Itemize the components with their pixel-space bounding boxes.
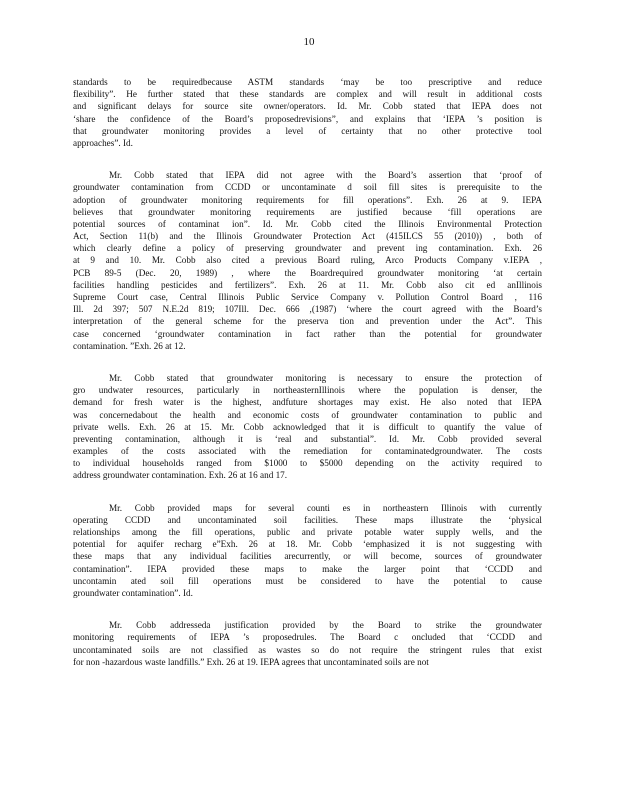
text-line: ‘share the confidence of the Board’s proposedrevisions”, and explains that ‘IEPA ’s position is — [73, 113, 542, 124]
text-line: that groundwater monitoring provides a level of certainty that no other protective tool — [73, 125, 542, 136]
text-line: preventing contamination, although it is ‘real and substantial”. Id. Mr. Cobb provided several — [73, 433, 542, 444]
text-line: PCB 89-5 (Dec. 20, 1989) , where the Boardrequired groundwater monitoring ‘at certain — [73, 267, 542, 278]
text-line: these maps that any individual facilities arecurrently, or will become, sources of groundwater — [73, 551, 542, 562]
document-body — [73, 76, 542, 688]
text-line: potential sources of contaminat ion”. Id. Mr. Cobb cited the Illinois Environmental Protection — [73, 218, 542, 229]
text-line: interpretation of the general scheme for the preserva tion and prevention under the Act”. This — [73, 316, 542, 327]
text-line: potential for aquifer recharg e”Exh. 26 at 18. Mr. Cobb ‘emphasized it is not suggesting with — [73, 539, 542, 550]
text-line: Act, Section 11(b) and the Illinois Groundwater Protection Act (415ILCS 55 (2010)) , both of — [73, 231, 542, 242]
page-number: 10 — [303, 36, 315, 48]
text-line: gro undwater resources, particularly in northeasternIllinois where the population is denser, the — [73, 385, 542, 396]
text-line: which clearly define a policy of preserving groundwater and prevent ing contamination. Exh. 26 — [73, 243, 542, 254]
text-line: contamination. ”Exh. 26 at 12. — [73, 340, 186, 351]
text-line: adoption of groundwater monitoring requirements for fill operations”. Exh. 26 at 9. IEPA — [73, 194, 542, 205]
text-line: private wells. Exh. 26 at 15. Mr. Cobb acknowledged that it is difficult to quantify the value of — [73, 421, 542, 432]
text-line: at 9 and 10. Mr. Cobb also cited a previous Board ruling, Arco Products Company v.IEPA , — [73, 255, 542, 266]
paragraph — [73, 619, 542, 668]
text-line: case concerned ‘groundwater contamination in fact rather than the potential for groundwater — [73, 328, 542, 339]
text-line: facilities handling pesticides and fertilizers”. Exh. 26 at 11. Mr. Cobb also cit ed anIllinois — [73, 279, 542, 290]
paragraph — [73, 502, 542, 600]
text-line: Mr. Cobb stated that IEPA did not agree with the Board’s assertion that ‘proof of — [109, 170, 542, 181]
text-line: Mr. Cobb provided maps for several counti es in northeastern Illinois with currently — [109, 502, 542, 513]
text-line: was concernedabout the health and economic costs of groundwater contamination to public and — [73, 409, 542, 420]
text-line: monitoring requirements of IEPA ’s proposedrules. The Board c oncluded that ‘CCDD and — [73, 632, 542, 643]
text-line: Supreme Court case, Central Illinois Public Service Company v. Pollution Control Board , 116 — [73, 292, 542, 302]
text-line: flexibility”. He further stated that these standards are complex and will result in additional costs — [73, 89, 542, 100]
text-line: Mr. Cobb stated that groundwater monitoring is necessary to ensure the protection of — [109, 372, 542, 383]
text-line: standards to be requiredbecause ASTM standards ‘may be too prescriptive and reduce — [73, 77, 542, 87]
text-line: believes that groundwater monitoring requirements are justified because ‘fill operations are — [73, 206, 542, 217]
text-line: Ill. 2d 397; 507 N.E.2d 819; 107Ill. Dec. 666 ,(1987) ‘where the court agreed with the Board’s — [73, 304, 542, 315]
text-line: groundwater contamination from CCDD or uncontaminate d soil fill sites is prerequisite to the — [73, 182, 542, 193]
text-line: demand for fresh water is the highest, andfuture shortages may exist. He also noted that IEPA — [73, 397, 542, 408]
text-line: address groundwater contamination. Exh. 26 at 16 and 17. — [73, 470, 288, 481]
text-line: operating CCDD and uncontaminated soil facilities. These maps illustrate the ‘physical — [73, 514, 542, 525]
text-line: contamination”. IEPA provided these maps to make the larger point that ‘CCDD and — [73, 563, 542, 574]
text-line: and significant delays for source site owner/operators. Id. Mr. Cobb stated that IEPA does not — [73, 101, 542, 112]
text-line: relationships among the fill operations, public and private potable water supply wells, and the — [73, 527, 542, 537]
text-line: uncontamin ated soil fill operations must be considered to have the potential to cause — [73, 575, 542, 586]
paragraph — [73, 76, 542, 149]
text-line: for non -hazardous waste landfills.” Exh. 26 at 19. IEPA agrees that uncontaminated soils are not — [73, 656, 429, 667]
text-line: approaches”. Id. — [73, 137, 133, 148]
paragraph — [73, 372, 542, 482]
text-line: to individual households ranged from $1000 to $5000 depending on the activity required to — [73, 458, 542, 469]
paragraph — [73, 169, 542, 352]
text-line: uncontaminated soils are not classified as wastes so do not require the stringent rules that exist — [73, 644, 542, 655]
text-line: Mr. Cobb addresseda justification provided by the Board to strike the groundwater — [109, 620, 542, 631]
text-line: groundwater contamination”. Id. — [73, 587, 193, 598]
text-line: examples of the costs associated with the remediation for contaminatedgroundwater. The costs — [73, 446, 542, 457]
